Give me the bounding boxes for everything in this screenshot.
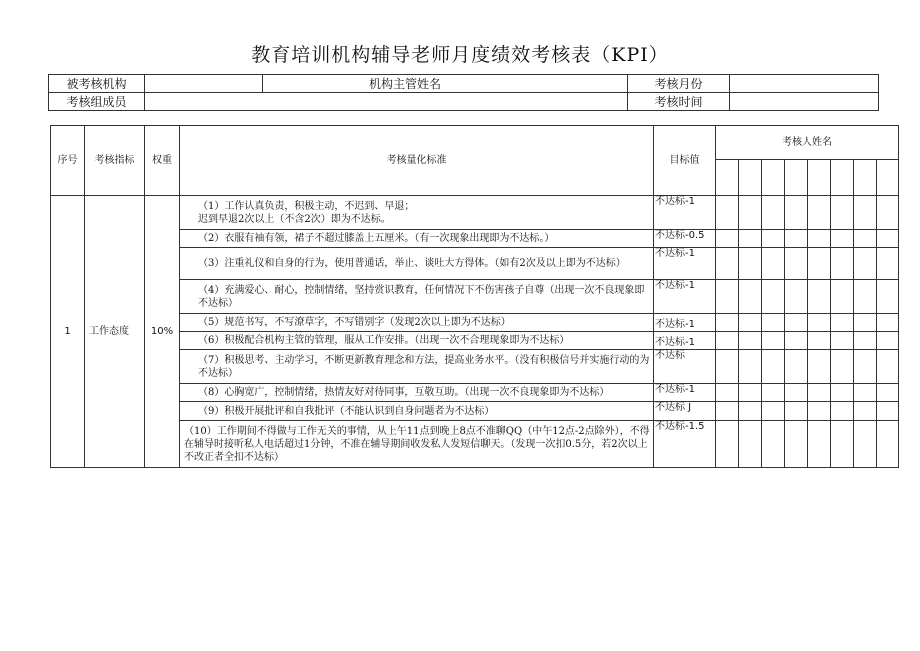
month-label: 考核月份 [628,75,730,93]
score-cell[interactable] [854,402,877,421]
score-cell[interactable] [808,332,831,350]
score-cell[interactable] [831,230,854,248]
score-cell[interactable] [716,384,739,402]
manager-label: 机构主管姓名 [263,75,628,93]
criteria-text: （4）充满爱心、耐心，控制情绪，坚持赏识教育，任何情况下不伤害孩子自尊（出现一次不良现象即不达标） [180,280,654,314]
score-cell[interactable] [785,384,808,402]
score-cell[interactable] [739,402,762,421]
score-cell[interactable] [854,280,877,314]
score-cell[interactable] [808,314,831,332]
section-no: 1 [51,196,85,468]
month-value[interactable] [730,75,879,93]
score-cell[interactable] [808,384,831,402]
score-cell[interactable] [762,280,785,314]
score-cell[interactable] [762,332,785,350]
score-cell[interactable] [831,350,854,384]
assessor-cell[interactable] [716,160,739,196]
score-cell[interactable] [785,314,808,332]
target-value: 不达标-1 [654,332,716,350]
score-cell[interactable] [808,248,831,280]
score-cell[interactable] [739,350,762,384]
score-cell[interactable] [739,314,762,332]
assessor-cell[interactable] [831,160,854,196]
time-label: 考核时间 [628,93,730,111]
score-cell[interactable] [785,230,808,248]
target-value: 不达标 [654,350,716,384]
assessor-cell[interactable] [808,160,831,196]
score-cell[interactable] [739,280,762,314]
header-no: 序号 [51,126,85,196]
score-cell[interactable] [808,196,831,230]
section-weight: 10% [145,196,180,468]
criteria-text: （10）工作期间不得做与工作无关的事情，从上午11点到晚上8点不准聊QQ（中午12点-2点除外），不得在辅导时接听私人电话超过1分钟，不准在辅导期间收发私人发短信聊天。（发现一次扣0.5分，若2次以上不改正者全扣不达标） [180,421,654,468]
score-cell[interactable] [854,384,877,402]
target-value: 不达标-1.5 [654,421,716,468]
score-cell[interactable] [854,248,877,280]
score-cell[interactable] [785,196,808,230]
org-value[interactable] [145,75,263,93]
target-value: 不达标-1 [654,384,716,402]
target-value: 不达标 J [654,402,716,421]
assessor-cell[interactable] [762,160,785,196]
score-cell[interactable] [716,248,739,280]
score-cell[interactable] [854,314,877,332]
score-cell[interactable] [716,196,739,230]
score-cell[interactable] [716,350,739,384]
score-cell[interactable] [831,402,854,421]
header-assessor: 考核人姓名 [716,126,899,160]
assessor-cell[interactable] [785,160,808,196]
score-cell[interactable] [831,248,854,280]
score-cell[interactable] [739,332,762,350]
score-cell[interactable] [877,230,899,248]
time-value[interactable] [730,93,879,111]
score-cell[interactable] [854,332,877,350]
table-row [51,196,899,230]
score-cell[interactable] [808,230,831,248]
org-label: 被考核机构 [49,75,145,93]
target-value: 不达标-1 [654,314,716,332]
score-cell[interactable] [831,421,854,468]
score-cell[interactable] [831,196,854,230]
target-value: 不达标-0.5 [654,230,716,248]
header-weight: 权重 [145,126,180,196]
header-criteria: 考核量化标准 [180,126,654,196]
score-cell[interactable] [808,280,831,314]
score-cell[interactable] [739,384,762,402]
criteria-text: （1）工作认真负责，积极主动，不迟到、早退； 迟到早退2次以上（不含2次）即为不达标。 [180,196,654,230]
score-cell[interactable] [877,196,899,230]
score-cell[interactable] [854,230,877,248]
criteria-text: （9）积极开展批评和自我批评（不能认识到自身问题者为不达标） [180,402,654,421]
score-cell[interactable] [716,402,739,421]
score-cell[interactable] [877,402,899,421]
score-cell[interactable] [808,402,831,421]
score-cell[interactable] [877,332,899,350]
score-cell[interactable] [877,280,899,314]
score-cell[interactable] [739,230,762,248]
criteria-text: （2）衣服有袖有领，裙子不超过膝盖上五厘米。（有一次现象出现即为不达标。） [180,230,654,248]
score-cell[interactable] [739,421,762,468]
score-cell[interactable] [716,332,739,350]
header-indicator: 考核指标 [85,126,145,196]
score-cell[interactable] [877,384,899,402]
members-label: 考核组成员 [49,93,145,111]
assessor-cell[interactable] [877,160,899,196]
score-cell[interactable] [739,196,762,230]
score-cell[interactable] [785,402,808,421]
score-cell[interactable] [808,421,831,468]
criteria-text: （7）积极思考、主动学习，不断更新教育理念和方法，提高业务水平。（没有积极信号并实施行动的为不达标） [180,350,654,384]
page-title: 教育培训机构辅导老师月度绩效考核表（KPI） [251,44,669,66]
score-cell[interactable] [762,402,785,421]
members-value[interactable] [145,93,628,111]
score-cell[interactable] [808,350,831,384]
score-cell[interactable] [716,314,739,332]
score-cell[interactable] [854,196,877,230]
kpi-table [50,125,899,468]
score-cell[interactable] [785,332,808,350]
score-cell[interactable] [762,196,785,230]
criteria-text: （5）规范书写，不写潦草字，不写错别字（发现2次以上即为不达标） [180,314,654,332]
score-cell[interactable] [716,421,739,468]
score-cell[interactable] [854,350,877,384]
score-cell[interactable] [785,280,808,314]
score-cell[interactable] [877,248,899,280]
section-indicator: 工作态度 [85,196,145,468]
assessor-cell[interactable] [854,160,877,196]
score-cell[interactable] [762,350,785,384]
target-value: 不达标-1 [654,248,716,280]
score-cell[interactable] [831,280,854,314]
header-target: 目标值 [654,126,716,196]
target-value: 不达标-1 [654,196,716,230]
target-value: 不达标-1 [654,280,716,314]
score-cell[interactable] [762,230,785,248]
info-table [48,74,879,111]
score-cell[interactable] [716,280,739,314]
score-cell[interactable] [785,248,808,280]
criteria-text: （6）积极配合机构主管的管理，服从工作安排。（出现一次不合理现象即为不达标） [180,332,654,350]
score-cell[interactable] [831,384,854,402]
score-cell[interactable] [831,314,854,332]
score-cell[interactable] [762,248,785,280]
score-cell[interactable] [877,350,899,384]
criteria-text: （8）心胸宽广，控制情绪，热情友好对待同事，互敬互助。（出现一次不良现象即为不达标） [180,384,654,402]
score-cell[interactable] [762,421,785,468]
score-cell[interactable] [762,384,785,402]
score-cell[interactable] [762,314,785,332]
score-cell[interactable] [785,350,808,384]
criteria-text: （3）注重礼仪和自身的行为，使用普通话，举止、谈吐大方得体。（如有2次及以上即为不达标） [180,248,654,280]
score-cell[interactable] [785,421,808,468]
score-cell[interactable] [716,230,739,248]
assessor-cell[interactable] [739,160,762,196]
score-cell[interactable] [739,248,762,280]
score-cell[interactable] [854,421,877,468]
score-cell[interactable] [877,421,899,468]
score-cell[interactable] [831,332,854,350]
score-cell[interactable] [877,314,899,332]
